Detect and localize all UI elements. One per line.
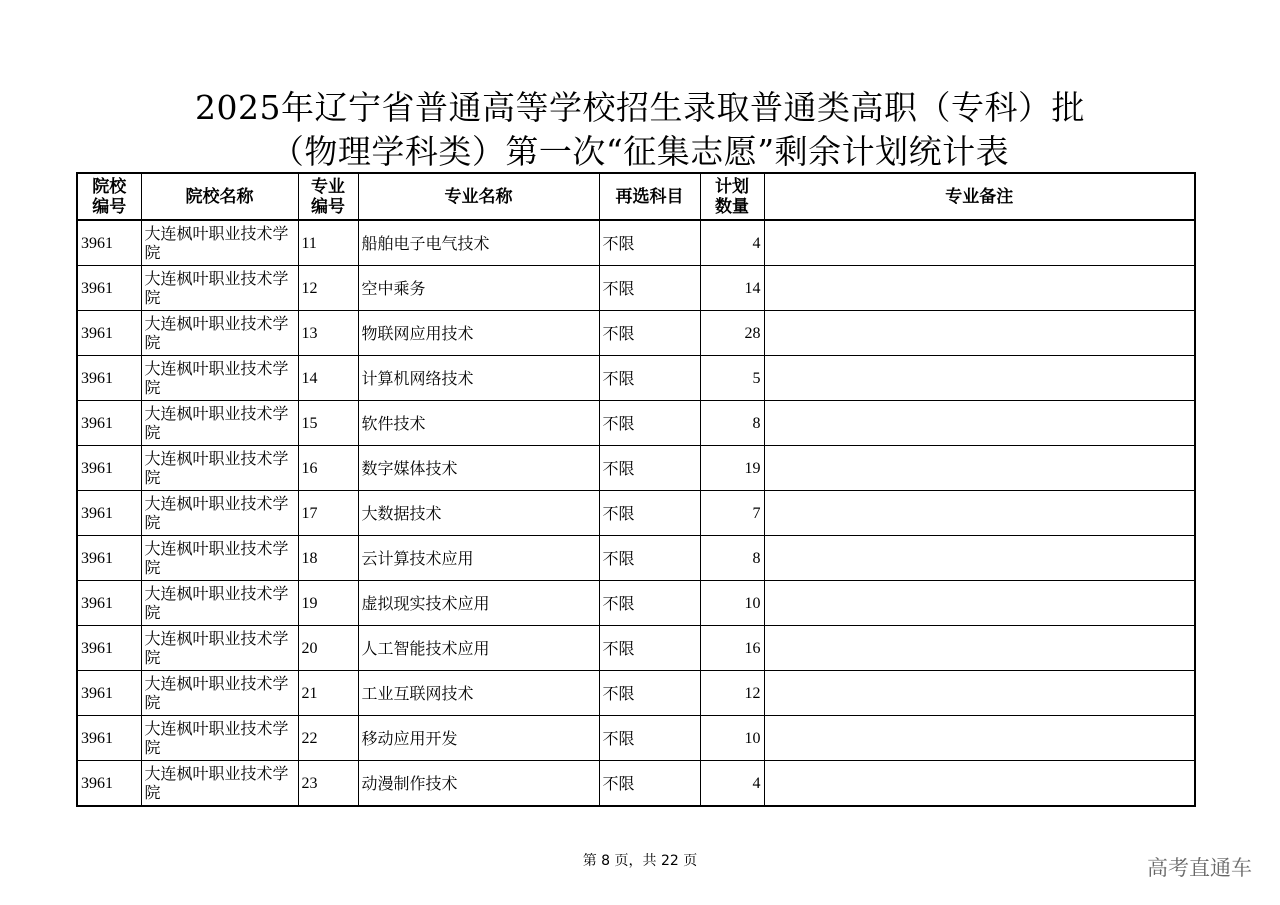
cell-school-code: 3961 (77, 626, 141, 671)
cell-major-code: 12 (298, 266, 358, 311)
cell-major-code: 11 (298, 220, 358, 266)
cell-school-name: 大连枫叶职业技术学院 (141, 220, 298, 266)
cell-major-code: 19 (298, 581, 358, 626)
cell-major-code: 16 (298, 446, 358, 491)
cell-school-code: 3961 (77, 356, 141, 401)
table-row (77, 761, 1195, 807)
header-remark: 专业备注 (764, 173, 1195, 220)
cell-subjects: 不限 (599, 716, 700, 761)
table-row (77, 356, 1195, 401)
cell-school-name: 大连枫叶职业技术学院 (141, 536, 298, 581)
cell-subjects: 不限 (599, 761, 700, 807)
cell-plan-count: 7 (700, 491, 764, 536)
cell-major-name: 移动应用开发 (358, 716, 599, 761)
header-subjects: 再选科目 (599, 173, 700, 220)
cell-school-name: 大连枫叶职业技术学院 (141, 491, 298, 536)
cell-plan-count: 8 (700, 536, 764, 581)
cell-major-name: 大数据技术 (358, 491, 599, 536)
cell-subjects: 不限 (599, 671, 700, 716)
cell-remark (764, 761, 1195, 807)
cell-subjects: 不限 (599, 401, 700, 446)
cell-plan-count: 28 (700, 311, 764, 356)
cell-remark (764, 401, 1195, 446)
cell-plan-count: 5 (700, 356, 764, 401)
cell-subjects: 不限 (599, 266, 700, 311)
cell-school-code: 3961 (77, 581, 141, 626)
cell-plan-count: 12 (700, 671, 764, 716)
cell-major-code: 21 (298, 671, 358, 716)
cell-subjects: 不限 (599, 626, 700, 671)
cell-major-name: 空中乘务 (358, 266, 599, 311)
cell-school-code: 3961 (77, 311, 141, 356)
cell-school-code: 3961 (77, 671, 141, 716)
cell-plan-count: 14 (700, 266, 764, 311)
cell-subjects: 不限 (599, 446, 700, 491)
header-plan-count: 计划 数量 (700, 173, 764, 220)
cell-major-name: 软件技术 (358, 401, 599, 446)
cell-major-code: 20 (298, 626, 358, 671)
cell-school-code: 3961 (77, 761, 141, 807)
cell-major-name: 计算机网络技术 (358, 356, 599, 401)
cell-plan-count: 8 (700, 401, 764, 446)
table-row (77, 671, 1195, 716)
cell-school-name: 大连枫叶职业技术学院 (141, 671, 298, 716)
table-row (77, 311, 1195, 356)
cell-remark (764, 716, 1195, 761)
cell-plan-count: 19 (700, 446, 764, 491)
cell-remark (764, 491, 1195, 536)
cell-subjects: 不限 (599, 220, 700, 266)
cell-major-code: 13 (298, 311, 358, 356)
table-row (77, 266, 1195, 311)
cell-plan-count: 10 (700, 581, 764, 626)
cell-school-code: 3961 (77, 220, 141, 266)
cell-major-name: 动漫制作技术 (358, 761, 599, 807)
document-title-line-1: 2025年辽宁省普通高等学校招生录取普通类高职（专科）批 (195, 88, 1085, 127)
cell-major-name: 工业互联网技术 (358, 671, 599, 716)
cell-major-name: 数字媒体技术 (358, 446, 599, 491)
cell-remark (764, 266, 1195, 311)
cell-plan-count: 10 (700, 716, 764, 761)
cell-school-code: 3961 (77, 716, 141, 761)
cell-school-code: 3961 (77, 491, 141, 536)
cell-remark (764, 671, 1195, 716)
cell-subjects: 不限 (599, 536, 700, 581)
cell-school-code: 3961 (77, 536, 141, 581)
cell-major-code: 17 (298, 491, 358, 536)
cell-subjects: 不限 (599, 311, 700, 356)
enrollment-table (76, 172, 1196, 807)
watermark: 高考直通车 (1147, 856, 1252, 880)
cell-school-code: 3961 (77, 446, 141, 491)
cell-major-code: 23 (298, 761, 358, 807)
cell-plan-count: 4 (700, 761, 764, 807)
cell-school-name: 大连枫叶职业技术学院 (141, 311, 298, 356)
cell-major-name: 船舶电子电气技术 (358, 220, 599, 266)
cell-plan-count: 16 (700, 626, 764, 671)
cell-school-name: 大连枫叶职业技术学院 (141, 401, 298, 446)
cell-major-code: 14 (298, 356, 358, 401)
cell-plan-count: 4 (700, 220, 764, 266)
cell-major-code: 15 (298, 401, 358, 446)
cell-school-name: 大连枫叶职业技术学院 (141, 266, 298, 311)
cell-major-name: 人工智能技术应用 (358, 626, 599, 671)
cell-major-code: 22 (298, 716, 358, 761)
cell-remark (764, 626, 1195, 671)
cell-school-name: 大连枫叶职业技术学院 (141, 626, 298, 671)
cell-school-name: 大连枫叶职业技术学院 (141, 716, 298, 761)
cell-remark (764, 356, 1195, 401)
cell-school-name: 大连枫叶职业技术学院 (141, 581, 298, 626)
cell-subjects: 不限 (599, 581, 700, 626)
cell-major-name: 物联网应用技术 (358, 311, 599, 356)
cell-remark (764, 581, 1195, 626)
table-row (77, 220, 1195, 266)
cell-school-code: 3961 (77, 266, 141, 311)
header-major-name: 专业名称 (358, 173, 599, 220)
cell-subjects: 不限 (599, 491, 700, 536)
cell-school-code: 3961 (77, 401, 141, 446)
header-school-code: 院校 编号 (77, 173, 141, 220)
header-major-code: 专业 编号 (298, 173, 358, 220)
table-header-row (77, 173, 1195, 220)
cell-major-name: 云计算技术应用 (358, 536, 599, 581)
table-row (77, 401, 1195, 446)
cell-major-code: 18 (298, 536, 358, 581)
cell-school-name: 大连枫叶职业技术学院 (141, 446, 298, 491)
cell-remark (764, 311, 1195, 356)
table-row (77, 536, 1195, 581)
cell-remark (764, 220, 1195, 266)
cell-school-name: 大连枫叶职业技术学院 (141, 761, 298, 807)
cell-remark (764, 536, 1195, 581)
cell-major-name: 虚拟现实技术应用 (358, 581, 599, 626)
table-row (77, 491, 1195, 536)
header-school-name: 院校名称 (141, 173, 298, 220)
table-row (77, 716, 1195, 761)
document-title-line-2: （物理学科类）第一次“征集志愿”剩余计划统计表 (270, 132, 1010, 171)
table-row (77, 581, 1195, 626)
page-footer: 第 8 页，共 22 页 (582, 853, 698, 869)
cell-subjects: 不限 (599, 356, 700, 401)
table-row (77, 446, 1195, 491)
table-row (77, 626, 1195, 671)
cell-remark (764, 446, 1195, 491)
cell-school-name: 大连枫叶职业技术学院 (141, 356, 298, 401)
